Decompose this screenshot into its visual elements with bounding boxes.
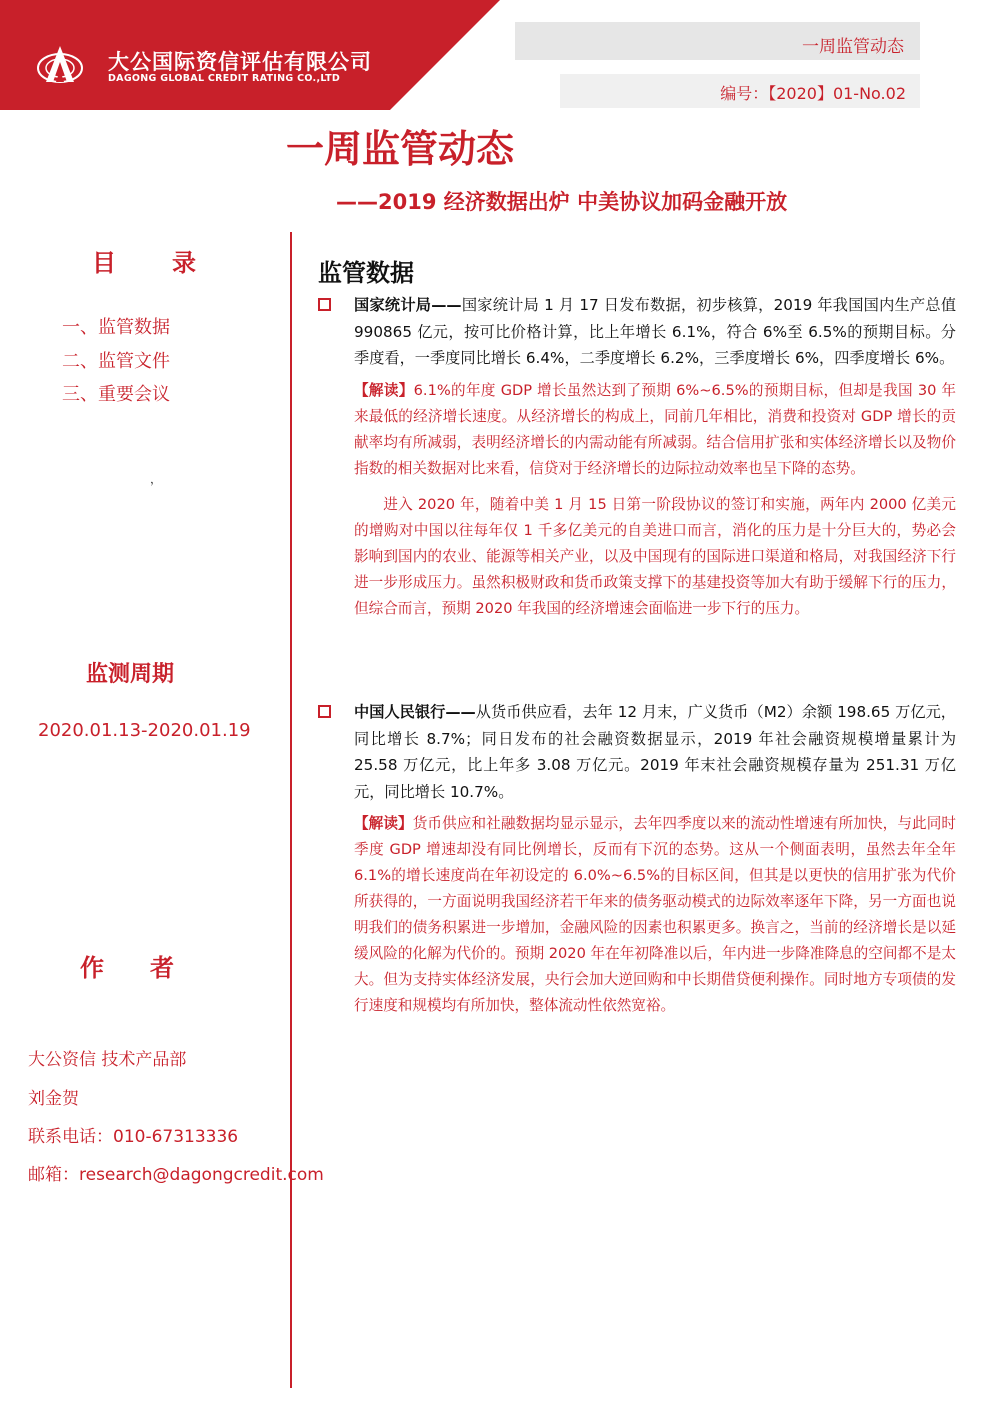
- report-series-label: 一周监管动态: [802, 37, 904, 57]
- toc-item-meetings[interactable]: 三、重要会议: [62, 384, 170, 405]
- report-number: 编号：【2020】01-No.02: [720, 84, 906, 103]
- interpretation-text: 6.1%的年度 GDP 增长虽然达到了预期 6%~6.5%的预期目标，但却是我国 30 年来最低的经济增长速度。从经济增长的构成上，同前几年相比，消费和投资对 GDP 增长的贡献率均有所减弱，表明经济增长的内需动能有所减弱。结合信用扩张和实体经济增长以及物价指数的相关数据对比来看，信贷对于经济增长的边际拉动效率也呈下降的态势。: [354, 381, 956, 477]
- interpretation: [354, 811, 956, 1019]
- author-title: 作者: [80, 954, 220, 982]
- toc-item-data[interactable]: 一、监管数据: [62, 317, 170, 338]
- bullet-square-icon: [318, 298, 331, 311]
- item-paragraph: [354, 292, 956, 372]
- interpretation-tag: 【解读】: [354, 815, 413, 832]
- item-lead: 中国人民银行——: [354, 703, 476, 721]
- item-text: 国家统计局 1 月 17 日发布数据，初步核算，2019 年我国国内生产总值 990865 亿元，按可比价格计算，比上年增长 6.1%，符合 6%至 6.5%的预期目标。分季度看，一季度同比增长 6.4%，二季度增长 6.2%，三季度增长 6%，四季度增长 6%。: [354, 296, 957, 367]
- toc-item-documents[interactable]: 二、监管文件: [62, 351, 170, 372]
- author-email[interactable]: 邮箱：research@dagongcredit.com: [28, 1165, 324, 1185]
- item-paragraph: [354, 699, 956, 805]
- period-title: 监测周期: [86, 662, 175, 687]
- interpretation-continued: 进入 2020 年，随着中美 1 月 15 日第一阶段协议的签订和实施，两年内 2000 亿美元的增购对中国以往每年仅 1 千多亿美元的自美进口而言，消化的压力是十分巨大的，势必会影响到国内的农业、能源等相关产业，以及中国现有的国际进口渠道和格局，对我国经济下行进一步形成压力。虽然积极财政和货币政策支撑下的基建投资等加大有助于缓解下行的压力，但综合而言，预期 2020 年我国的经济增速会面临进一步下行的压力。: [354, 495, 956, 617]
- author-name: 刘金贺: [28, 1089, 79, 1109]
- interpretation-text: 货币供应和社融数据均显示显示，去年四季度以来的流动性增速有所加快，与此同时季度 GDP 增速却没有同比例增长，反而有下沉的态势。这从一个侧面表明，虽然去年全年 6.1%的增长速度尚在年初设定的 6.0%~6.5%的目标区间，但其是以更快的信用扩张为代价所获得的，一方面说明我国经济若干年来的债务驱动模式的边际效率逐年下降，另一方面也说明我们的债务积累进一步增加，金融风险的因素也积累更多。换言之，当前的经济增长是以延缓风险的化解为代价的。预期 2020 年在年初降准以后，年内进一步降准降息的空间都不是太大。但为支持实体经济发展，央行会加大逆回购和中长期借贷便利操作。同时地方专项债的发行速度和规模均有所加快，整体流动性依然宽裕。: [354, 815, 956, 1014]
- item-lead: 国家统计局——: [354, 296, 462, 314]
- interpretation-tag: 【解读】: [354, 381, 414, 399]
- interpretation: [354, 378, 956, 482]
- page-subtitle: ——2019 经济数据出炉 中美协议加码金融开放: [336, 190, 788, 214]
- content-item: [318, 292, 956, 622]
- item-text: 从货币供应看，去年 12 月末，广义货币（M2）余额 198.65 万亿元，同比增长 8.7%；同日发布的社会融资数据显示，2019 年社会融资规模增量累计为 25.58 万亿元，比上年多 3.08 万亿元。2019 年末社会融资规模存量为 251.31 万亿元，同比增长 10.7%。: [354, 703, 956, 801]
- section-title: 监管数据: [318, 259, 414, 287]
- author-dept: 大公资信 技术产品部: [28, 1050, 187, 1070]
- content-item: [318, 699, 956, 1019]
- column-divider: [290, 232, 292, 1388]
- period-value: 2020.01.13-2020.01.19: [38, 720, 251, 741]
- author-phone: 联系电话：010-67313336: [28, 1127, 239, 1147]
- stray-mark: ，: [150, 472, 163, 486]
- company-name-en: DAGONG GLOBAL CREDIT RATING CO.,LTD: [108, 73, 341, 84]
- bullet-square-icon: [318, 705, 331, 718]
- toc-title: 目录: [92, 249, 252, 277]
- page-title: 一周监管动态: [286, 127, 515, 171]
- company-name-cn: 大公国际资信评估有限公司: [108, 50, 372, 74]
- dagong-logo-icon: [36, 42, 84, 90]
